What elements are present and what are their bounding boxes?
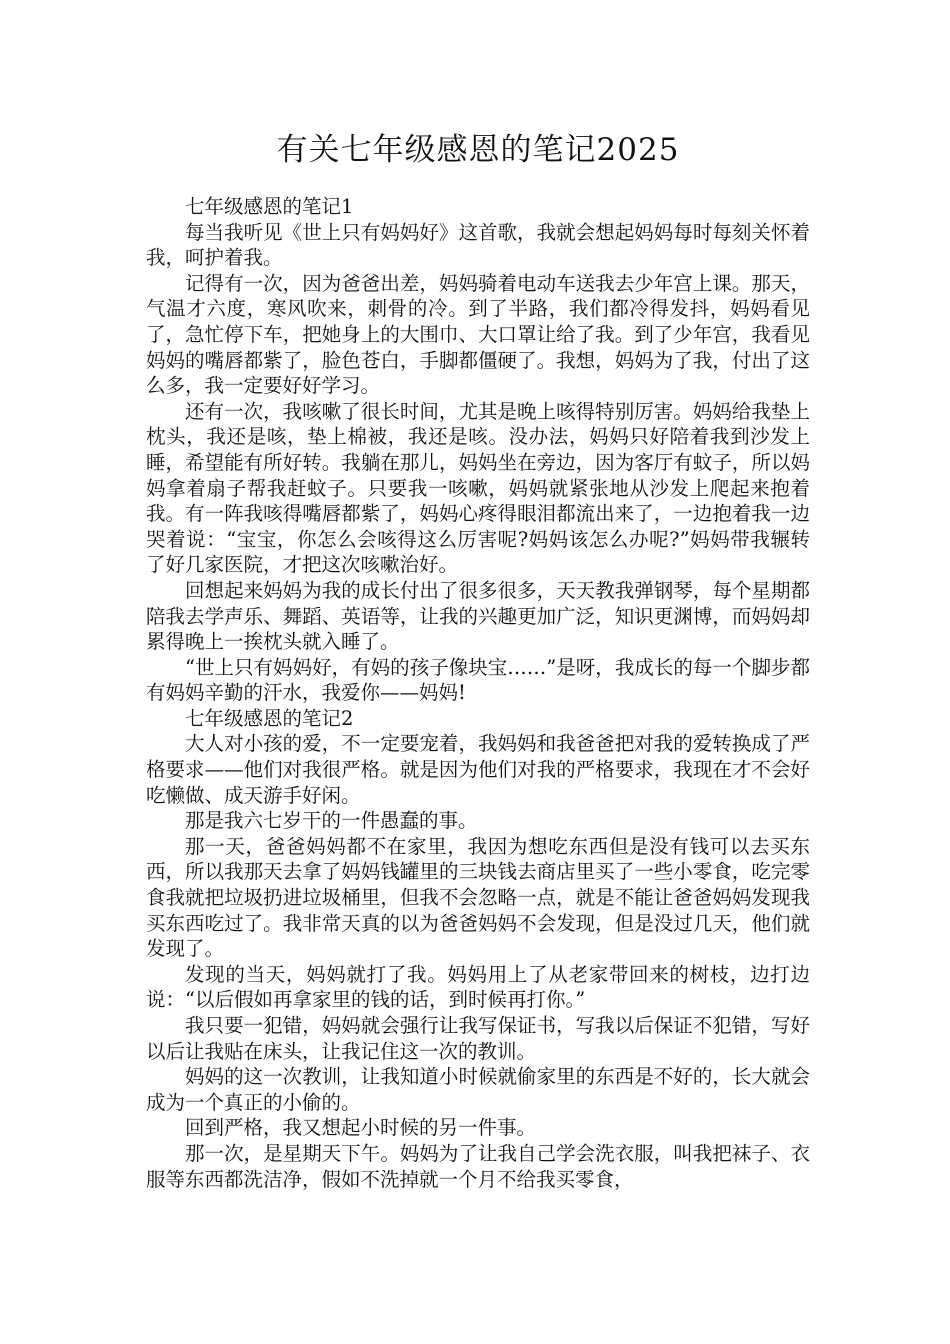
paragraph: 那一次，是星期天下午。妈妈为了让我自己学会洗衣服，叫我把袜子、衣服等东西都洗洁净，假如不洗掉就一个月不给我买零食， xyxy=(146,1141,810,1191)
paragraph: 我只要一犯错，妈妈就会强行让我写保证书，写我以后保证不犯错，写好以后让我贴在床头，让我记住这一次的教训。 xyxy=(146,1014,810,1063)
paragraph: 回想起来妈妈为我的成长付出了很多很多，天天教我弹钢琴，每个星期都陪我去学声乐、舞蹈、英语等，让我的兴趣更加广泛，知识更渊博，而妈妈却累得晚上一挨枕头就入睡了。 xyxy=(146,578,810,654)
paragraph: 回到严格，我又想起小时候的另一件事。 xyxy=(185,1116,537,1140)
paragraph: “世上只有妈妈好，有妈的孩子像块宝……”是呀，我成长的每一个脚步都有妈妈辛勤的汗水，我爱你——妈妈! xyxy=(146,655,810,705)
paragraph: 那是我六七岁干的一件愚蠢的事。 xyxy=(185,809,478,833)
document-body xyxy=(146,194,810,1192)
paragraph: 发现的当天，妈妈就打了我。妈妈用上了从老家带回来的树枝，边打边说：“以后假如再拿家里的钱的话，到时候再打你。” xyxy=(146,962,810,1012)
paragraph: 大人对小孩的爱，不一定要宠着，我妈妈和我爸爸把对我的爱转换成了严格要求——他们对我很严格。就是因为他们对我的严格要求，我现在才不会好吃懒做、成天游手好闲。 xyxy=(146,732,810,807)
paragraph: 每当我听见《世上只有妈妈好》这首歌，我就会想起妈妈每时每刻关怀着我，呵护着我。 xyxy=(146,220,810,270)
paragraph: 妈妈的这一次教训，让我知道小时候就偷家里的东西是不好的，长大就会成为一个真正的小偷的。 xyxy=(146,1065,810,1114)
paragraph: 记得有一次，因为爸爸出差，妈妈骑着电动车送我去少年宫上课。那天，气温才六度，寒风吹来，刺骨的冷。到了半路，我们都冷得发抖，妈妈看见了，急忙停下车，把她身上的大围巾、大口罩让给了我。到了少年宫，我看见妈妈的嘴唇都紫了，脸色苍白，手脚都僵硬了。我想，妈妈为了我，付出了这么多，我一定要好好学习。 xyxy=(146,271,810,398)
section-heading: 七年级感恩的笔记2 xyxy=(185,706,354,730)
document-title: 有关七年级感恩的笔记2025 xyxy=(276,132,680,168)
section-heading: 七年级感恩的笔记1 xyxy=(185,195,354,218)
paragraph: 那一天，爸爸妈妈都不在家里，我因为想吃东西但是没有钱可以去买东西，所以我那天去拿了妈妈钱罐里的三块钱去商店里买了一些小零食，吃完零食我就把垃圾扔进垃圾桶里，但我不会忽略一点，就是不能让爸爸妈妈发现我买东西吃过了。我非常天真的以为爸爸妈妈不会发现，但是没过几天，他们就发现了。 xyxy=(146,834,810,961)
document-page xyxy=(146,128,810,1192)
paragraph: 还有一次，我咳嗽了很长时间，尤其是晚上咳得特别厉害。妈妈给我垫上枕头，我还是咳，垫上棉被，我还是咳。没办法，妈妈只好陪着我到沙发上睡，希望能有所好转。我躺在那儿，妈妈坐在旁边，因为客厅有蚊子，所以妈妈拿着扇子帮我赶蚊子。只要我一咳嗽，妈妈就紧张地从沙发上爬起来抱着我。有一阵我咳得嘴唇都紫了，妈妈心疼得眼泪都流出来了，一边抱着我一边哭着说：“宝宝，你怎么会咳得这么厉害呢?妈妈该怎么办呢?”妈妈带我辗转了好几家医院，才把这次咳嗽治好。 xyxy=(146,399,810,577)
